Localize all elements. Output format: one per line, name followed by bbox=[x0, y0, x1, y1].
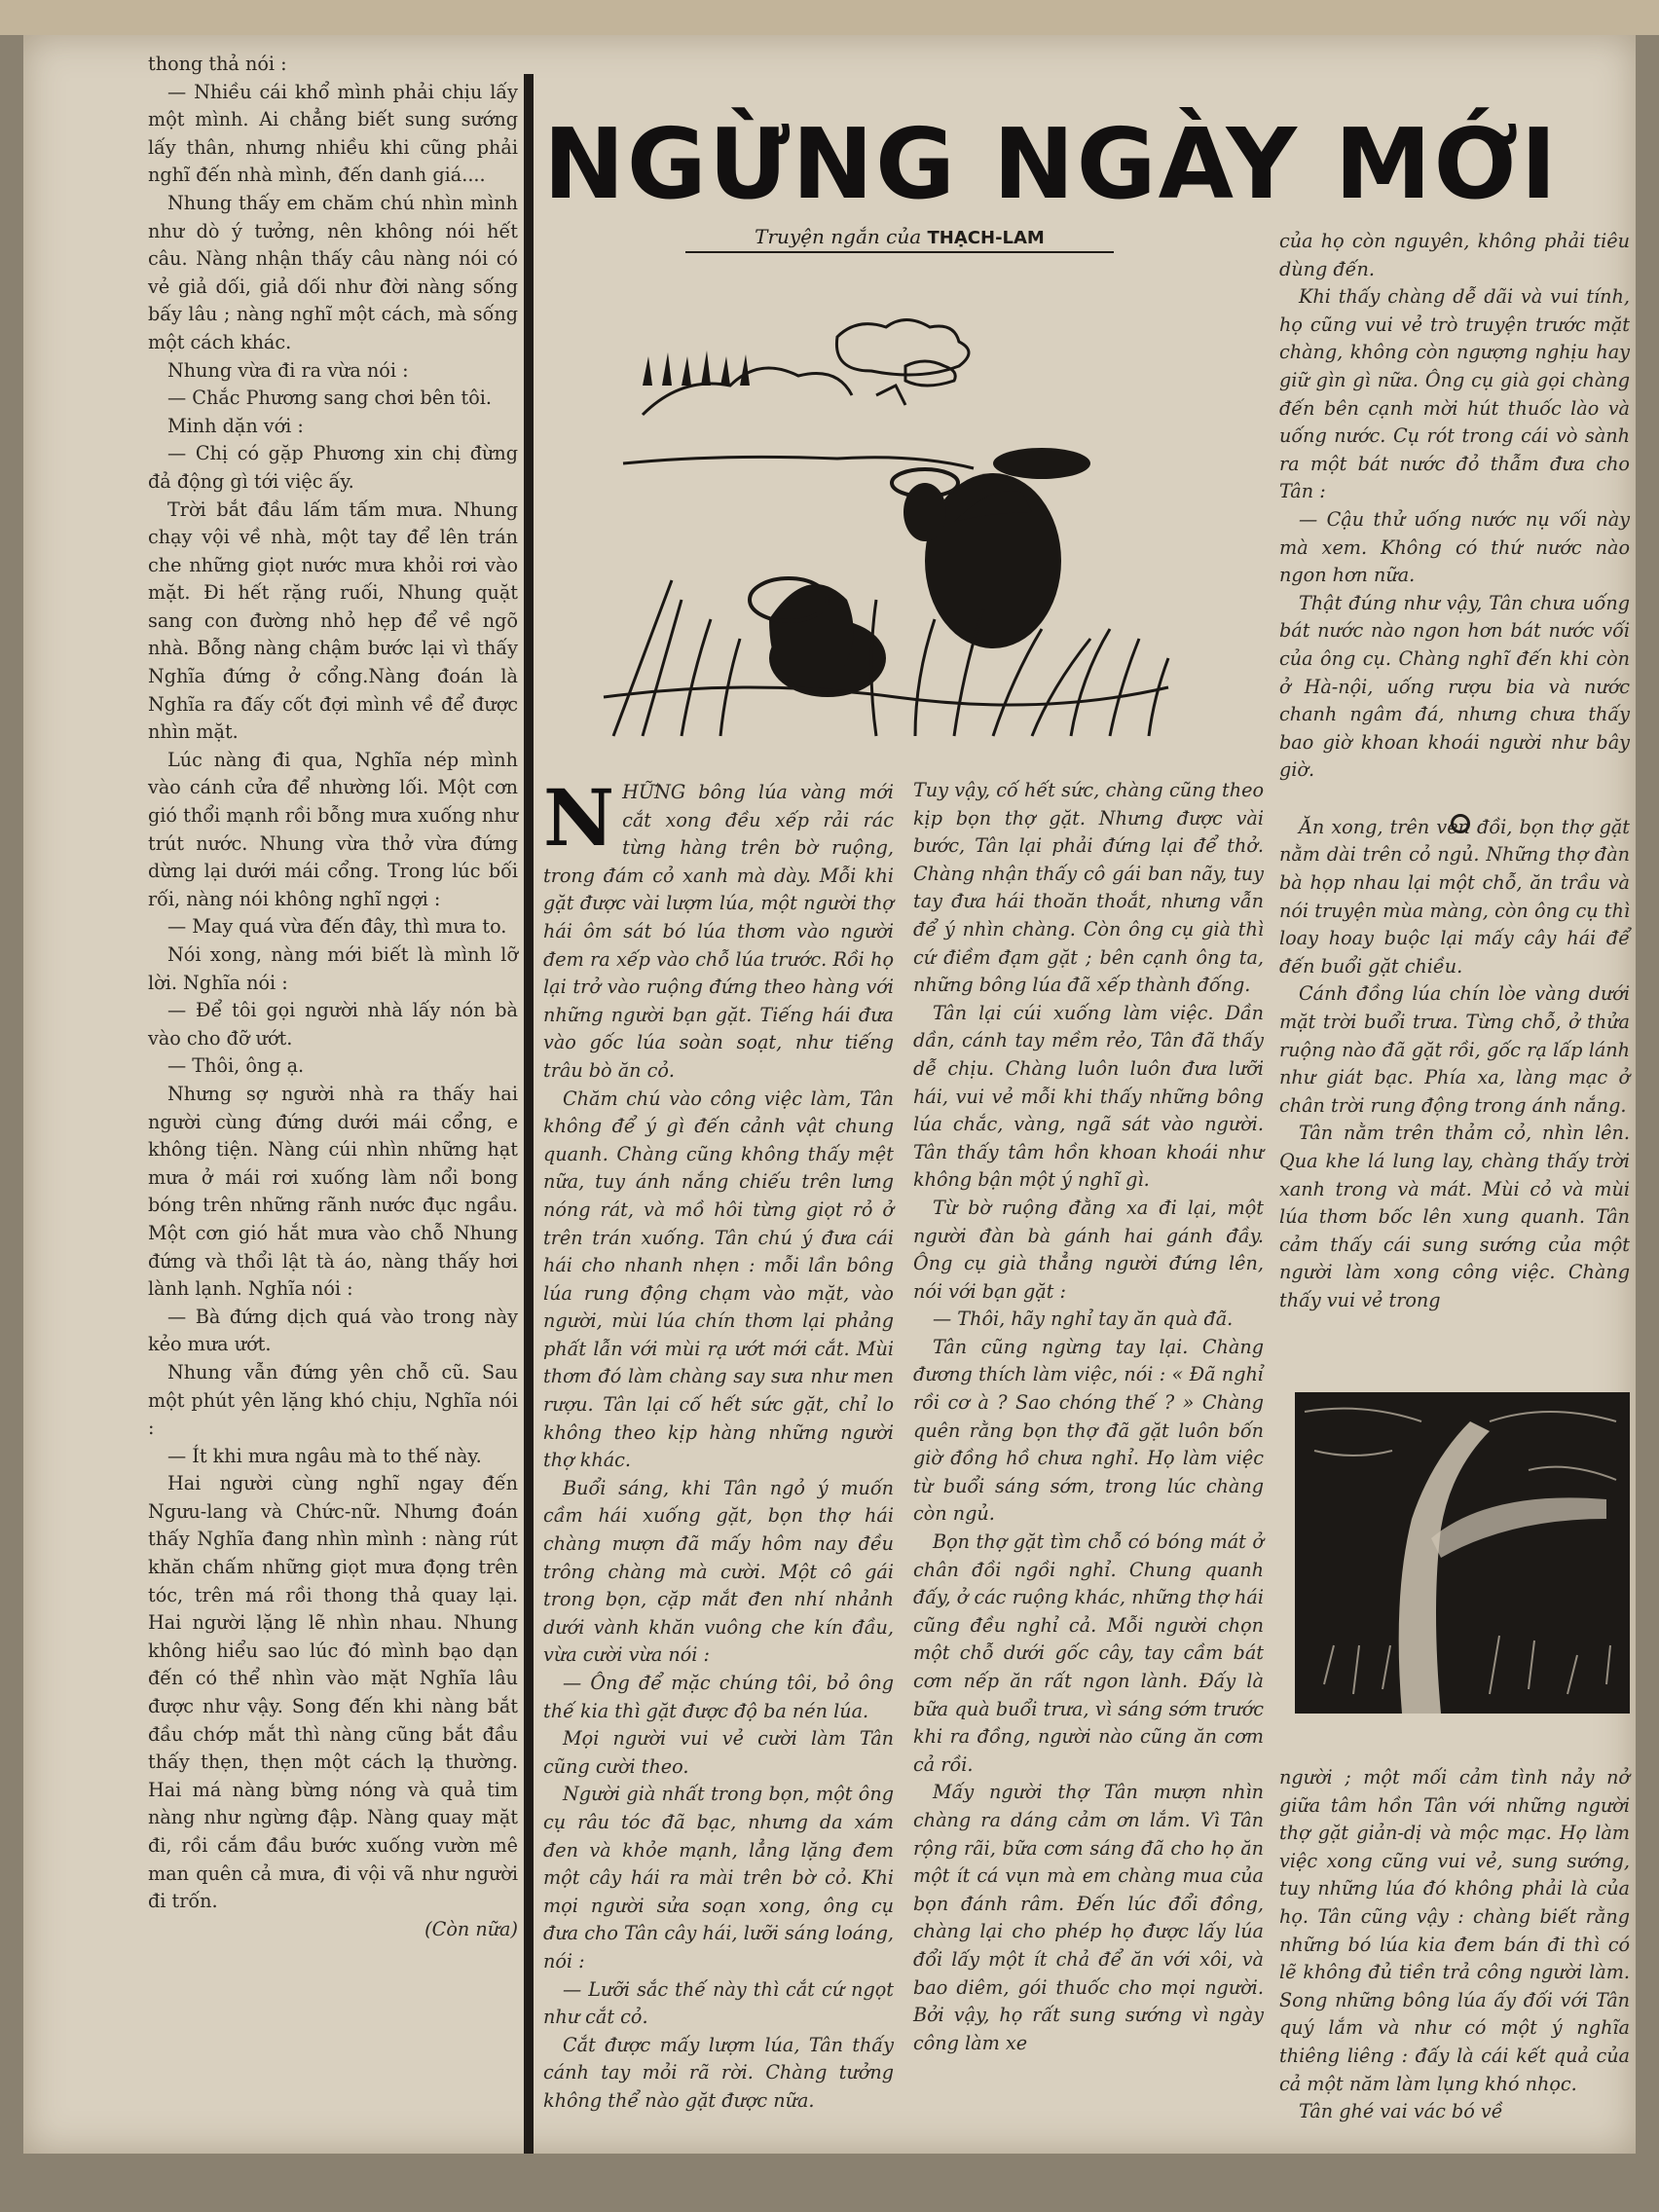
byline-prefix: Truyện ngắn của bbox=[755, 225, 922, 248]
paragraph: Hai người cùng nghĩ ngay đến Ngưu-lang và Chức-nữ. Nhưng đoán thấy Nghĩa đang nhìn mình : nàng rút khăn chấm những giọt mưa đọng trên tóc, trên má rồi thong thả quay lại. Hai người lặng lẽ nhìn nhau. Nhung không hiểu sao lúc đó mình bạo dạn đến có thể nhìn vào mặt Nghĩa lâu được như vậy. Song đến khi nàng bắt đầu chớp mắt thì nàng cũng bắt đầu thấy thẹn, thẹn một cách lạ thường. Hai má nàng bừng nóng và quả tim nàng như ngừng đập. Nàng quay mặt đi, rồi cắm đầu bước xuống vườn mê man quên cả mưa, đi vội vã như người đi trốn. bbox=[148, 1472, 518, 1913]
paragraph: Người già nhất trong bọn, một ông cụ râu tóc đã bạc, nhưng da xám đen và khỏe mạnh, lẳng lặng đem một cây hái ra mài trên bờ cỏ. Khi mọi người sửa soạn xong, ông cụ đưa cho Tân cây hái, lưỡi sáng loáng, nói : bbox=[543, 1783, 894, 1972]
paragraph: Nói xong, nàng mới biết là mình lỡ lời. Nghĩa nói : bbox=[148, 943, 518, 994]
paragraph: Buổi sáng, khi Tân ngỏ ý muốn cầm hái xuống gặt, bọn thợ hái chàng mượn đã mấy hôm nay đều trông chàng mà cười. Một cô gái trong bọn, cặp mắt đen nhí nhảnh dưới vành khăn vuông che kín đầu, vừa cười vừa nói : bbox=[543, 1476, 894, 1667]
paragraph: Nhung thấy em chăm chú nhìn mình như dò ý tưởng, nên không nói hết câu. Nàng nhận thấy câu nàng nói có vẻ giả dối, giả dối như đời nàng sống bấy lâu ; nàng nghĩ một cách, mà sống một cách khác. bbox=[148, 191, 518, 353]
paragraph: của họ còn nguyên, không phải tiêu dùng đến. bbox=[1279, 230, 1630, 280]
vertical-rule bbox=[524, 74, 534, 2154]
paragraph: — May quá vừa đến đây, thì mưa to. bbox=[167, 915, 507, 939]
paragraph: Ăn xong, trên ven đồi, bọn thợ gặt nằm dài trên cỏ ngủ. Những thợ đàn bà họp nhau lại một chỗ, ăn trầu và nói truyện mùa màng, còn ông cụ thì loay hoay buộc lại mấy cây hái để đến buổi gặt chiều. bbox=[1279, 815, 1630, 977]
paragraph: — Thôi, ông ạ. bbox=[167, 1054, 305, 1078]
paragraph: Tuy vậy, cố hết sức, chàng cũng theo kịp bọn thợ gặt. Nhưng được vài bước, Tân lại phải đứng lại để thở. Chàng nhận thấy cô gái ban nãy, tuy tay đưa hái thoăn thoắt, nhưng vẫn để ý nhìn chàng. Còn ông cụ già thì cứ điềm đạm gặt ; bên cạnh ông ta, những bông lúa đã xếp thành đống. bbox=[913, 779, 1264, 997]
paragraph: Mấy người thợ Tân mượn nhìn chàng ra dáng cảm ơn lắm. Vì Tân rộng rãi, bữa cơm sáng đã cho họ ăn một ít cá vụn mà em chàng mua của bọn đánh râm. Đến lúc đổi đồng, chàng lại cho phép họ được lấy lúa đổi lấy một ít chả để ăn với xôi, và bao diêm, gói thuốc cho mọi người. Bởi vậy, họ rất sung sướng vì ngày công làm xe bbox=[913, 1781, 1264, 2054]
paragraph: Trời bắt đầu lấm tấm mưa. Nhung chạy vội về nhà, một tay để lên trán che những giọt nước mưa khỏi rơi vào mặt. Đi hết rặng ruối, Nhung quặt sang con đường nhỏ hẹp để về ngõ nhà. Bỗng nàng chậm bước lại vì thấy Nghĩa đứng ở cổng.Nàng đoán là Nghĩa ra đấy cốt đợi mình về để được nhìn mặt. bbox=[148, 498, 518, 744]
paragraph: Tân ghé vai vác bó về bbox=[1299, 2100, 1503, 2123]
paragraph: Từ bờ ruộng đằng xa đi lại, một người đàn bà gánh hai gánh đầy. Ông cụ già thẳng người đứng lên, nói với bạn gặt : bbox=[913, 1196, 1264, 1303]
paragraph: Chăm chú vào công việc làm, Tân không để ý gì đến cảnh vật chung quanh. Chàng cũng không thấy mệt nữa, tuy ánh nắng chiếu trên lưng nóng rát, và mồ hôi từng giọt rỏ ở trên trán xuống. Tân chú ý đưa cái hái cho nhanh nhẹn : mỗi lần bông lúa rung động chạm vào mặt, vào người, mùi lúa chín thơm lại phảng phất lẫn với mùi rạ ướt mới cắt. Mùi thơm đó làm chàng say sưa như men rượu. Tân lại cố hết sức gặt, chỉ lo không theo kịp hàng những người thợ khác. bbox=[543, 1087, 894, 1472]
harvest-illustration bbox=[584, 308, 1188, 746]
paragraph: Cắt được mấy lượm lúa, Tân thấy cánh tay mỏi rã rời. Chàng tưởng không thể nào gặt được nữa. bbox=[543, 2033, 894, 2112]
paragraph: — Ít khi mưa ngâu mà to thế này. bbox=[167, 1444, 482, 1467]
paragraph: — Lưỡi sắc thế này thì cắt cứ ngọt như cắt cỏ. bbox=[543, 1977, 894, 2029]
paragraph: — Cậu thử uống nước nụ vối này mà xem. Không có thứ nước nào ngon hơn nữa. bbox=[1279, 507, 1630, 587]
paragraph-with-dropcap bbox=[543, 772, 894, 1086]
newspaper-page bbox=[23, 35, 1636, 2154]
story-column-4 bbox=[1279, 1764, 1630, 2126]
story-column-3 bbox=[1279, 228, 1630, 1315]
paragraph: — Ông để mặc chúng tôi, bỏ ông thế kia thì gặt được độ ba nén lúa. bbox=[543, 1672, 894, 1722]
spacer bbox=[1279, 785, 1630, 814]
paragraph: Nhung vẫn đứng yên chỗ cũ. Sau một phút yên lặng khó chịu, Nghĩa nói : bbox=[148, 1360, 518, 1440]
paragraph: — Nhiều cái khổ mình phải chịu lấy một mình. Ai chẳng biết sung sướng lấy thân, nhưng nhiều khi cũng phải nghĩ đến nhà mình, đến danh giá.... bbox=[148, 80, 518, 187]
byline-author: THẠCH-LAM bbox=[927, 228, 1045, 248]
continued-note bbox=[148, 1916, 518, 1944]
story-title: NGỪNG NGÀY MỚI bbox=[543, 107, 1559, 221]
story-column-1 bbox=[543, 772, 894, 2116]
page-top-edge bbox=[0, 0, 1659, 35]
continued-label: (Còn nữa) bbox=[424, 1917, 518, 1940]
paragraph: — Bà đứng dịch quá vào trong này kẻo mưa ướt. bbox=[148, 1305, 518, 1356]
opening-paragraph: HỮNG bông lúa vàng mới cắt xong đều xếp rải rác từng hàng trên bờ ruộng, trong đám cỏ xanh mà dày. Mỗi khi gặt được vài lượm lúa, một người thợ hái ôm sát bó lúa thơm vào người đem ra xếp vào chỗ lúa trước. Rồi họ lại trở vào ruộng đứng theo hàng với những người bạn gặt. Tiếng hái đưa vào gốc lúa soàn soạt, như tiếng trâu bò ăn cỏ. bbox=[543, 781, 894, 1082]
paragraph: Tân nằm trên thảm cỏ, nhìn lên. Qua khe lá lung lay, chàng thấy trời xanh trong và mát. Mùi cỏ và mùi lúa thơm bốc lên xung quanh. Tân cảm thấy cái sung sướng của một người làm xong công việc. Chàng thấy vui vẻ trong bbox=[1279, 1122, 1630, 1311]
column-left bbox=[148, 51, 518, 1943]
section-separator-circle bbox=[1451, 814, 1470, 833]
paragraph: thong thả nói : bbox=[148, 53, 287, 75]
paragraph: — Chắc Phương sang chơi bên tôi. bbox=[167, 387, 493, 410]
paragraph: Minh dặn với : bbox=[167, 414, 304, 437]
paragraph: Lúc nàng đi qua, Nghĩa nép mình vào cánh cửa để nhường lối. Một cơn gió thổi mạnh rồi bỗng mưa xuống như trút nước. Nhung vừa thở vừa đứng dừng lại dưới mái cổng. Trong lúc bối rối, nàng nói không nghĩ ngợi : bbox=[148, 748, 518, 910]
paragraph: Tân cũng ngừng tay lại. Chàng đương thích làm việc, nói : « Đã nghỉ rồi cơ à ? Sao chóng thế ? » Chàng quên rằng bọn thợ đã gặt luôn bốn giờ đồng hồ chưa nghỉ. Họ làm việc từ buổi sáng sớm, trong lúc chàng còn ngủ. bbox=[913, 1335, 1264, 1526]
byline bbox=[685, 224, 1114, 253]
dropcap-N: N bbox=[543, 772, 615, 864]
paragraph: — Thôi, hãy nghỉ tay ăn quà đã. bbox=[933, 1308, 1234, 1331]
paragraph: Mọi người vui vẻ cười làm Tân cũng cười theo. bbox=[543, 1727, 894, 1778]
story-column-2 bbox=[913, 777, 1264, 2057]
paragraph: Tân lại cúi xuống làm việc. Dần dần, cánh tay mềm rẻo, Tân đã thấy dễ chịu. Chàng luôn luôn đưa lưỡi hái, vui vẻ mỗi khi thấy những bông lúa chắc, vàng, ngã sát vào người. Tân thấy tâm hồn khoan khoái như không bận một ý nghĩ gì. bbox=[913, 1001, 1264, 1192]
paragraph: Bọn thợ gặt tìm chỗ có bóng mát ở chân đồi ngồi nghỉ. Chung quanh đấy, ở các ruộng khác, những thợ hái cũng đều nghỉ cả. Mỗi người chọn một chỗ dưới gốc cây, tay cầm bát cơm nếp ăn rất ngon lành. Đấy là bữa quà buổi trưa, vì sáng sớm trước khi ra đồng, người nào cũng ăn cơm cả rồi. bbox=[913, 1530, 1264, 1776]
paragraph: Thật đúng như vậy, Tân chưa uống bát nước nào ngon hơn bát nước vối của ông cụ. Chàng nghĩ đến khi còn ở Hà-nội, uống rượu bia và nước chanh ngâm đá, nhưng chưa thấy bao giờ khoan khoái người như bây giờ. bbox=[1279, 591, 1630, 782]
paragraph: Nhung vừa đi ra vừa nói : bbox=[167, 358, 409, 382]
paragraph: Cánh đồng lúa chín lòe vàng dưới mặt trời buổi trưa. Từng chỗ, ở thửa ruộng nào đã gặt rồi, gốc rạ lấp lánh như giát bạc. Phía xa, làng mạc ở chân trời rung động trong ánh nắng. bbox=[1279, 982, 1630, 1117]
paragraph: Nhưng sợ người nhà ra thấy hai người cùng đứng dưới mái cổng, e không tiện. Nàng cúi nhìn những hạt mưa ở mái rơi xuống làm nổi bong bóng trên những rãnh nước đục ngầu. Một cơn gió hắt mưa vào chỗ Nhung đứng và thổi lật tà áo, nàng thấy hơi lành lạnh. Nghĩa nói : bbox=[148, 1082, 518, 1301]
paragraph: — Chị có gặp Phương xin chị đừng đả động gì tới việc ấy. bbox=[148, 442, 518, 493]
paragraph: người ; một mối cảm tình nảy nở giữa tâm hồn Tân với những người thợ gặt giản-dị và mộc mạc. Họ làm việc xong cũng vui vẻ, sung sướng, tuy những lúa đó không phải là của họ. Tân cũng vậy : chàng biết rằng những bó lúa kia đem bán đi thì có lẽ không đủ tiền trả công người làm. Song những bông lúa ấy đối với Tân quý lắm và như có một ý nghĩa thiêng liêng : đấy là cái kết quả của cả một năm làm lụng khó nhọc. bbox=[1279, 1766, 1630, 2095]
paragraph: — Để tôi gọi người nhà lấy nón bà vào cho đỡ ướt. bbox=[148, 999, 518, 1050]
woodcut-illustration bbox=[1295, 1392, 1630, 1733]
paragraph: Khi thấy chàng dễ dãi và vui tính, họ cũng vui vẻ trò truyện trước mặt chàng, không còn ngượng nghịu hay giữ gìn gì nữa. Ông cụ già gọi chàng đến bên cạnh mời hút thuốc lào và uống nước. Cụ rót trong cái vò sành ra một bát nước đỏ thẫm đưa cho Tân : bbox=[1279, 285, 1630, 503]
